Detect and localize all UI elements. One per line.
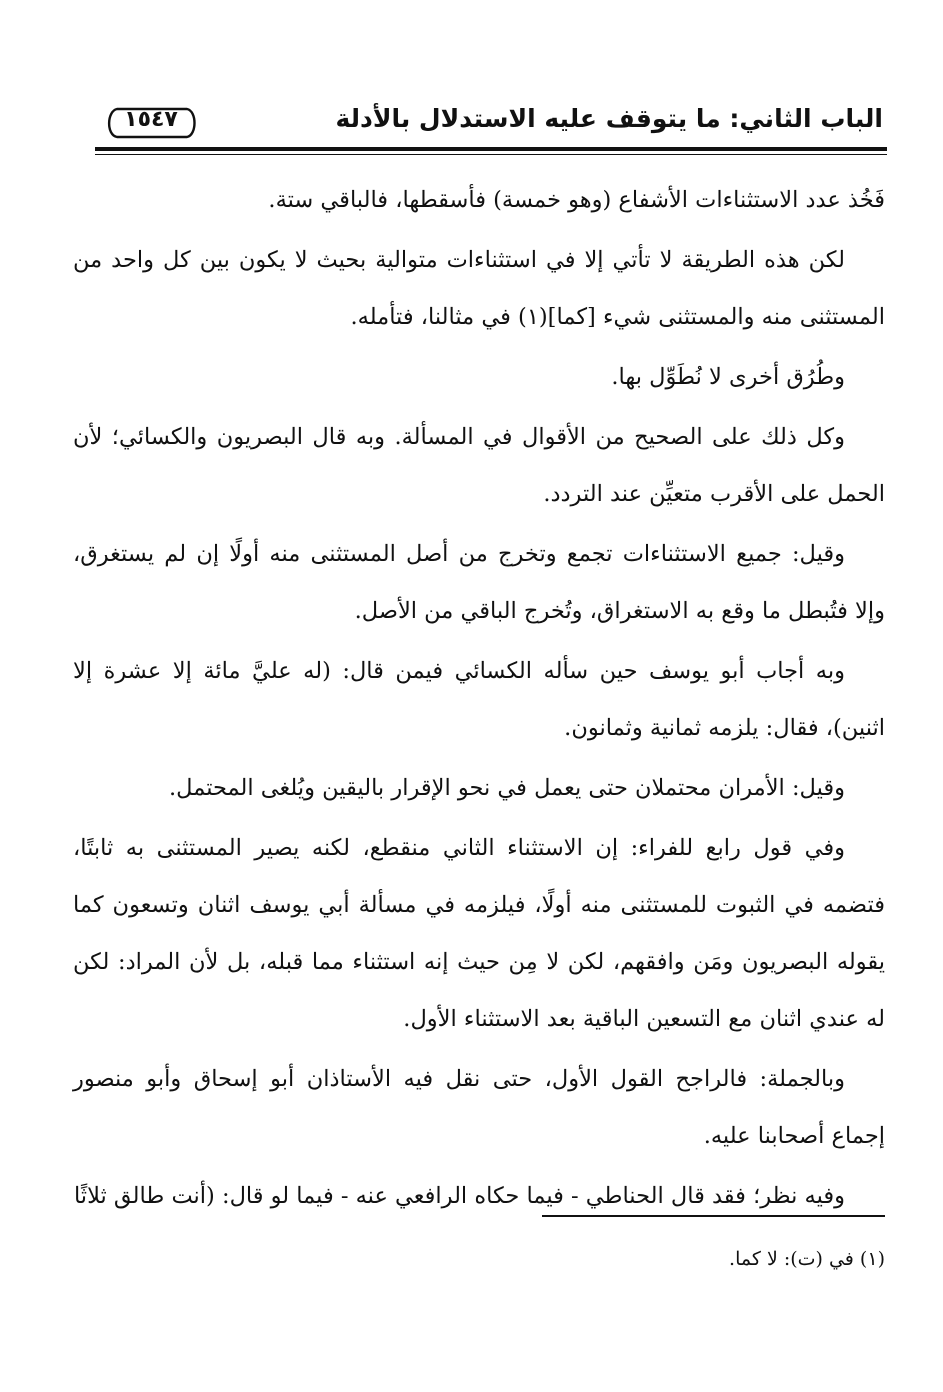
page-number: ١٥٤٧ bbox=[124, 107, 178, 132]
footnote-separator bbox=[542, 1215, 885, 1217]
paragraph: لكن هذه الطريقة لا تأتي إلا في استثناءات متوالية بحيث لا يكون بين كل واحد من المستثنى منه والمستثنى شيء [كما](١) في مثالنا، فتأمله. bbox=[73, 247, 885, 330]
header-rule-thin bbox=[95, 154, 887, 155]
running-header bbox=[95, 100, 883, 150]
paragraph: وبه أجاب أبو يوسف حين سأله الكسائي فيمن قال: (له عليَّ مائة إلا عشرة إلا اثنين)، فقال: يلزمه ثمانية وثمانون. bbox=[73, 658, 885, 741]
footnote: (١) في (ت): لا كما. bbox=[729, 1248, 885, 1270]
main-text bbox=[73, 172, 885, 1228]
paragraph: وقيل: الأمران محتملان حتى يعمل في نحو الإقرار باليقين ويُلغى المحتمل. bbox=[169, 775, 845, 801]
paragraph: وكل ذلك على الصحيح من الأقوال في المسألة. وبه قال البصريون والكسائي؛ لأن الحمل على الأقرب متعيِّن عند التردد. bbox=[73, 424, 885, 507]
paragraph: فَخُذ عدد الاستثناءات الأشفاع (وهو خمسة) فأسقطها، فالباقي ستة. bbox=[268, 187, 885, 213]
chapter-title: الباب الثاني: ما يتوقف عليه الاستدلال بالأدلة bbox=[335, 104, 883, 133]
page-number-badge bbox=[103, 104, 199, 142]
paragraph: وفي قول رابع للفراء: إن الاستثناء الثاني منقطع، لكنه يصير المستثنى به ثابتًا، فتضمه في الثبوت للمستثنى منه أولًا، فيلزمه في مسألة أبي يوسف اثنان وتسعون كما يقوله البصريون ومَن وافقهم، لكن لا مِن حيث إنه استثناء مما قبله، بل لأن المراد: لكن له عندي اثنان مع التسعين الباقية بعد الاستثناء الأول. bbox=[73, 835, 885, 1032]
paragraph: وطُرُق أخرى لا نُطَوِّل بها. bbox=[611, 364, 845, 390]
header-rule-thick bbox=[95, 147, 887, 151]
paragraph: وبالجملة: فالراجح القول الأول، حتى نقل فيه الأستاذان أبو إسحاق وأبو منصور إجماع أصحابنا عليه. bbox=[73, 1066, 885, 1149]
paragraph: وقيل: جميع الاستثناءات تجمع وتخرج من أصل المستثنى منه أولًا إن لم يستغرق، وإلا فتُبطل ما وقع به الاستغراق، وتُخرج الباقي من الأصل. bbox=[73, 541, 885, 624]
paragraph: وفيه نظر؛ فقد قال الحناطي - فيما حكاه الرافعي عنه - فيما لو قال: (أنت طالق ثلاثًا bbox=[73, 1183, 845, 1209]
footnotes bbox=[73, 1243, 885, 1275]
